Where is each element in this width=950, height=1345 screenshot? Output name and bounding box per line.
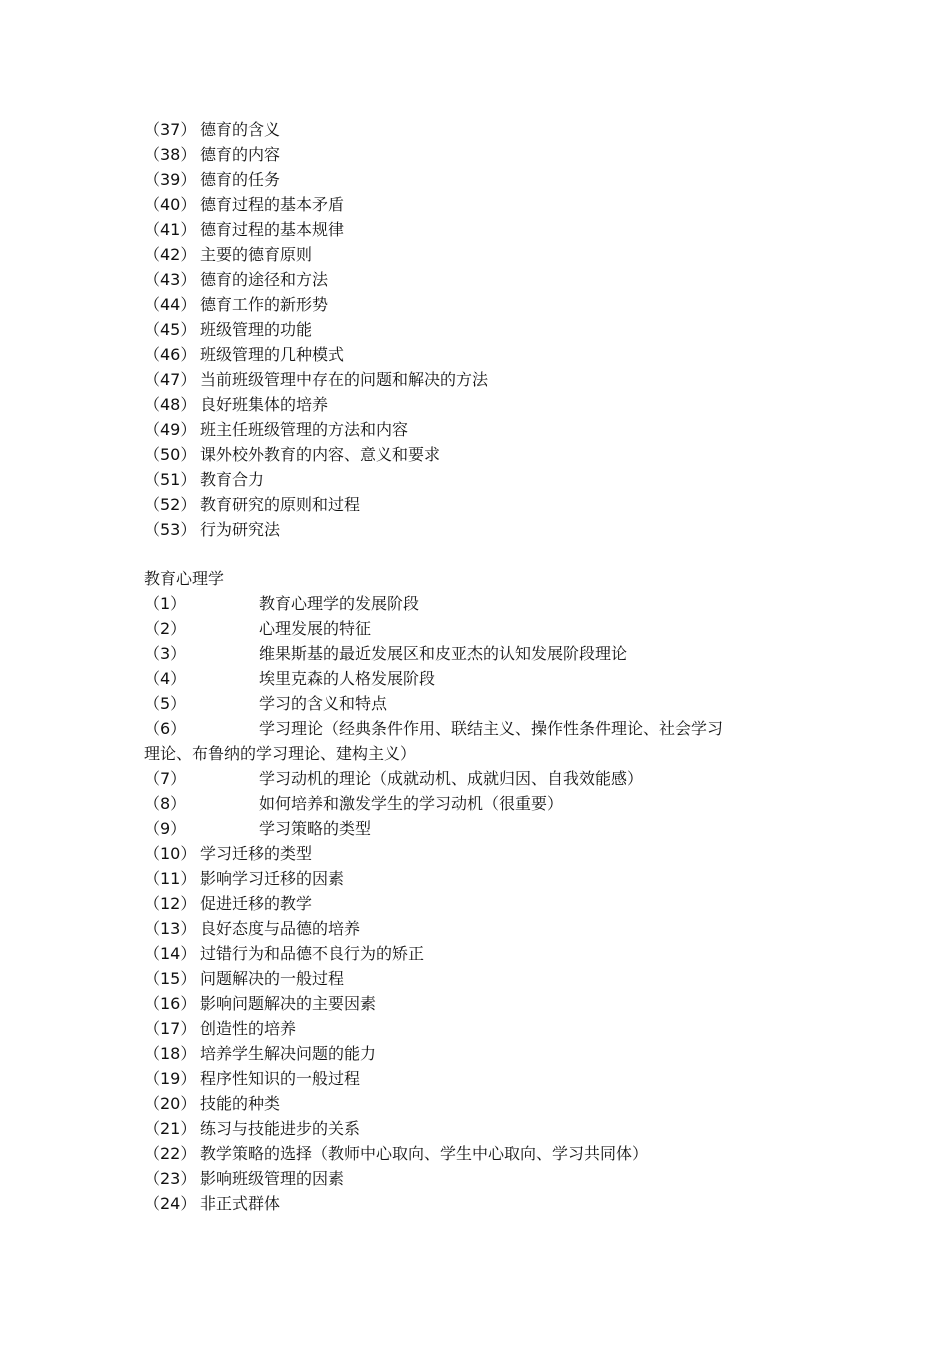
list-item [144, 1141, 804, 1166]
list-item [144, 367, 804, 392]
item-number: （21） [144, 1119, 197, 1138]
item-text: 问题解决的一般过程 [200, 969, 345, 988]
item-number: （8） [144, 794, 187, 813]
item-text: 程序性知识的一般过程 [200, 1069, 361, 1088]
list-item [144, 1166, 804, 1191]
item-number: （22） [144, 1144, 197, 1163]
item-number: （45） [144, 320, 197, 339]
list-item [144, 267, 804, 292]
item-text: 影响学习迁移的因素 [200, 869, 345, 888]
item-number: （4） [144, 669, 187, 688]
item-text: 学习策略的类型 [259, 819, 372, 838]
item-text: 班级管理的功能 [200, 320, 313, 339]
item-number: （18） [144, 1044, 197, 1063]
item-text: 创造性的培养 [200, 1019, 297, 1038]
list-item [144, 691, 804, 716]
item-number: （10） [144, 844, 197, 863]
item-number: （47） [144, 370, 197, 389]
item-number: （9） [144, 819, 187, 838]
list-item [144, 192, 804, 217]
list-item [144, 1066, 804, 1091]
list-item [144, 1191, 804, 1216]
wrapped-second-line: 理论、布鲁纳的学习理论、建构主义） [144, 744, 417, 763]
item-text: 德育过程的基本矛盾 [200, 195, 345, 214]
item-text: 行为研究法 [200, 520, 281, 539]
item-text: 班主任班级管理的方法和内容 [200, 420, 409, 439]
list-item [144, 492, 804, 517]
item-number: （11） [144, 869, 197, 888]
item-text: 练习与技能进步的关系 [200, 1119, 361, 1138]
item-number: （6） [144, 719, 187, 738]
list-item [144, 591, 804, 616]
item-number: （42） [144, 245, 197, 264]
item-number: （7） [144, 769, 187, 788]
item-number: （52） [144, 495, 197, 514]
list-section-b [144, 591, 804, 1216]
item-text: 良好班集体的培养 [200, 395, 329, 414]
item-number: （12） [144, 894, 197, 913]
item-text: 教育研究的原则和过程 [200, 495, 361, 514]
list-item [144, 242, 804, 267]
item-text: 班级管理的几种模式 [200, 345, 345, 364]
item-text: 促进迁移的教学 [200, 894, 313, 913]
item-text: 学习的含义和特点 [259, 694, 388, 713]
list-item [144, 517, 804, 542]
list-item [144, 1116, 804, 1141]
item-number: （50） [144, 445, 197, 464]
item-number: （17） [144, 1019, 197, 1038]
item-text: 德育的途径和方法 [200, 270, 329, 289]
list-section-a [144, 117, 804, 542]
list-item [144, 916, 804, 941]
wrapped-first-line [144, 716, 804, 741]
item-number: （38） [144, 145, 197, 164]
item-text: 如何培养和激发学生的学习动机（很重要） [259, 794, 564, 813]
item-text: 学习迁移的类型 [200, 844, 313, 863]
item-number: （13） [144, 919, 197, 938]
list-item [144, 142, 804, 167]
item-text: 当前班级管理中存在的问题和解决的方法 [200, 370, 489, 389]
item-text: 教育合力 [200, 470, 265, 489]
item-text: 埃里克森的人格发展阶段 [259, 669, 436, 688]
item-number: （46） [144, 345, 197, 364]
list-item [144, 217, 804, 242]
item-text: 德育过程的基本规律 [200, 220, 345, 239]
item-number: （51） [144, 470, 197, 489]
item-number: （5） [144, 694, 187, 713]
list-item [144, 317, 804, 342]
item-text: 非正式群体 [200, 1194, 281, 1213]
item-text: 教育心理学的发展阶段 [259, 594, 420, 613]
list-item [144, 392, 804, 417]
item-number: （49） [144, 420, 197, 439]
list-item [144, 666, 804, 691]
list-item [144, 442, 804, 467]
item-text: 课外校外教育的内容、意义和要求 [200, 445, 441, 464]
item-text: 维果斯基的最近发展区和皮亚杰的认知发展阶段理论 [259, 644, 628, 663]
list-item [144, 941, 804, 966]
list-item [144, 117, 804, 142]
item-number: （43） [144, 270, 197, 289]
item-text: 良好态度与品德的培养 [200, 919, 361, 938]
item-number: （20） [144, 1094, 197, 1113]
list-item [144, 616, 804, 641]
list-item [144, 342, 804, 367]
item-number: （16） [144, 994, 197, 1013]
item-text: 德育的任务 [200, 170, 281, 189]
list-item [144, 1016, 804, 1041]
item-number: （48） [144, 395, 197, 414]
item-text: 培养学生解决问题的能力 [200, 1044, 377, 1063]
item-text: 影响问题解决的主要因素 [200, 994, 377, 1013]
item-number: （39） [144, 170, 197, 189]
list-item [144, 791, 804, 816]
list-item [144, 167, 804, 192]
item-number: （40） [144, 195, 197, 214]
list-item [144, 467, 804, 492]
section-heading: 教育心理学 [144, 569, 225, 588]
item-text: 主要的德育原则 [200, 245, 313, 264]
item-text: 德育的含义 [200, 120, 281, 139]
list-item [144, 766, 804, 791]
item-number: （41） [144, 220, 197, 239]
item-number: （14） [144, 944, 197, 963]
item-number: （19） [144, 1069, 197, 1088]
item-number: （23） [144, 1169, 197, 1188]
item-number: （44） [144, 295, 197, 314]
list-item [144, 292, 804, 317]
item-number: （37） [144, 120, 197, 139]
list-item [144, 866, 804, 891]
item-text: 学习动机的理论（成就动机、成就归因、自我效能感） [259, 769, 644, 788]
item-number: （53） [144, 520, 197, 539]
list-item [144, 1041, 804, 1066]
list-item [144, 841, 804, 866]
list-item [144, 641, 804, 666]
item-text: 技能的种类 [200, 1094, 281, 1113]
item-text: 德育工作的新形势 [200, 295, 329, 314]
item-text: 教学策略的选择（教师中心取向、学生中心取向、学习共同体） [200, 1144, 649, 1163]
list-item [144, 1091, 804, 1116]
item-number: （24） [144, 1194, 197, 1213]
item-text: 心理发展的特征 [259, 619, 372, 638]
item-text: 德育的内容 [200, 145, 281, 164]
item-text: 过错行为和品德不良行为的矫正 [200, 944, 425, 963]
item-number: （1） [144, 594, 187, 613]
item-text: 学习理论（经典条件作用、联结主义、操作性条件理论、社会学习 [259, 719, 724, 738]
list-item [144, 891, 804, 916]
list-item-wrapped [144, 716, 804, 766]
list-item [144, 966, 804, 991]
list-item [144, 417, 804, 442]
list-item [144, 816, 804, 841]
list-item [144, 991, 804, 1016]
item-text: 影响班级管理的因素 [200, 1169, 345, 1188]
item-number: （15） [144, 969, 197, 988]
item-number: （3） [144, 644, 187, 663]
item-number: （2） [144, 619, 187, 638]
